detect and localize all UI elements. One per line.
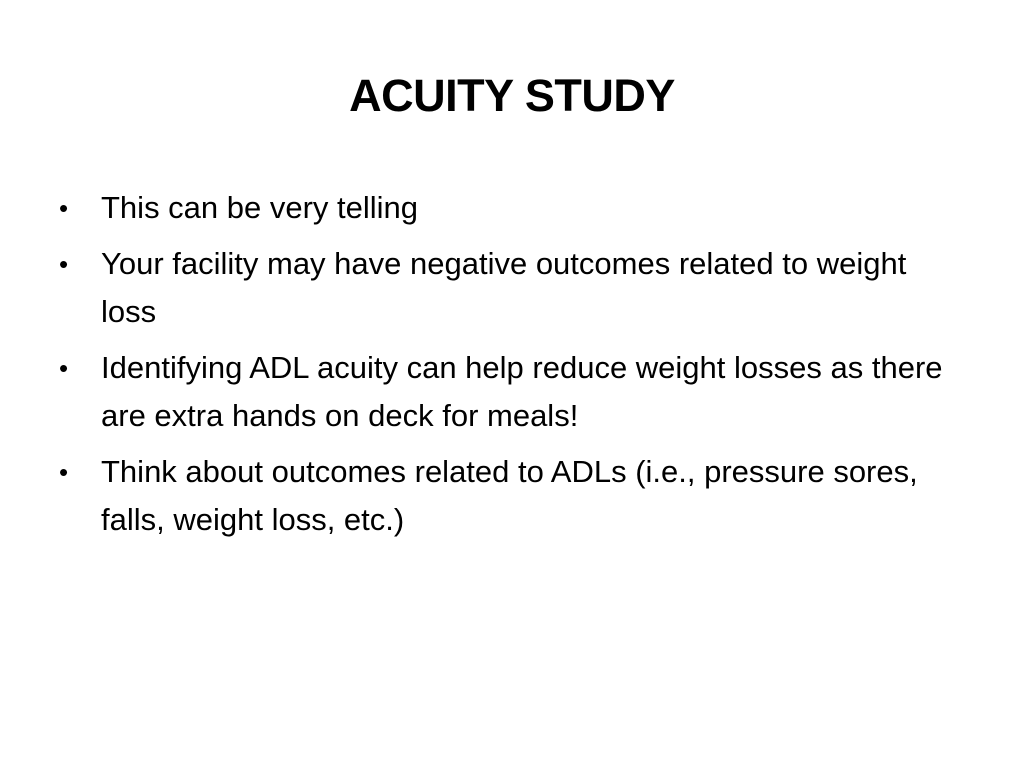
bullet-icon: • <box>59 193 69 223</box>
bullet-text: This can be very telling <box>101 190 419 225</box>
bullet-icon: • <box>59 249 69 279</box>
list-item <box>59 184 959 232</box>
bullet-list <box>59 184 959 552</box>
list-item <box>59 448 959 544</box>
bullet-icon: • <box>59 457 69 487</box>
bullet-text: Identifying ADL acuity can help reduce weight losses as there are extra hands on deck for meals! <box>101 350 943 433</box>
bullet-text: Your facility may have negative outcomes related to weight loss <box>101 246 907 329</box>
list-item <box>59 240 959 336</box>
slide-title: ACUITY STUDY <box>349 70 675 121</box>
list-item <box>59 344 959 440</box>
bullet-text: Think about outcomes related to ADLs (i.e., pressure sores, falls, weight loss, etc.) <box>101 454 918 537</box>
bullet-icon: • <box>59 353 69 383</box>
